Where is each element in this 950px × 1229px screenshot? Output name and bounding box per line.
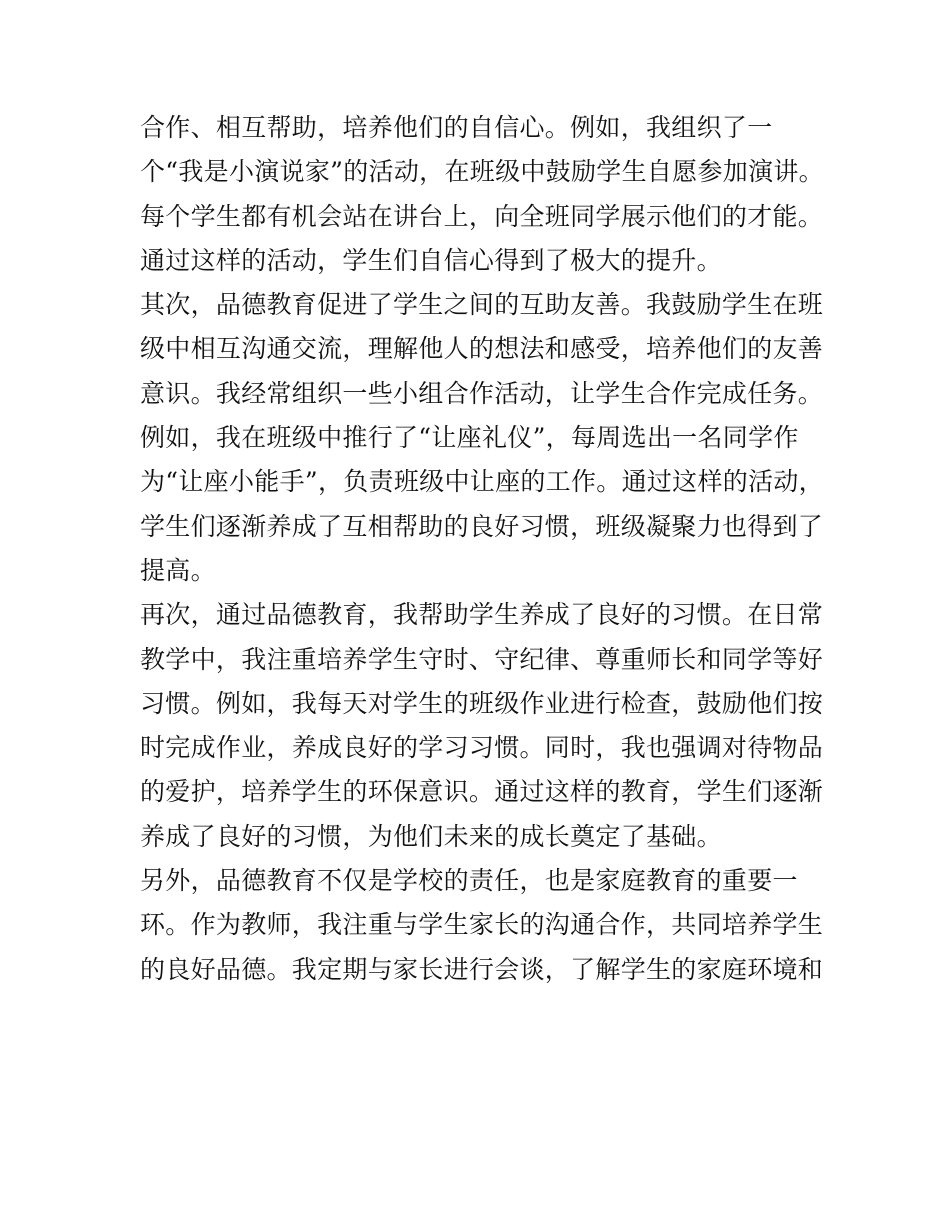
text-line: 时完成作业，养成良好的学习习惯。同时，我也强调对待物品: [140, 733, 824, 763]
text-line: 通过这样的活动，学生们自信心得到了极大的提升。: [140, 245, 722, 275]
text-line: 再次，通过品德教育，我帮助学生养成了良好的习惯。在日常: [140, 600, 824, 630]
text-line: 的爱护，培养学生的环保意识。通过这样的教育，学生们逐渐: [140, 777, 824, 807]
text-line: 每个学生都有机会站在讲台上，向全班同学展示他们的才能。: [140, 201, 824, 231]
text-line: 例如，我在班级中推行了“让座礼仪”，每周选出一名同学作: [140, 423, 799, 453]
text-line: 其次，品德教育促进了学生之间的互助友善。我鼓励学生在班: [140, 290, 824, 320]
text-line: 意识。我经常组织一些小组合作活动，让学生合作完成任务。: [140, 378, 824, 408]
text-line: 个“我是小演说家”的活动，在班级中鼓励学生自愿参加演讲。: [140, 157, 824, 187]
text-line: 养成了良好的习惯，为他们未来的成长奠定了基础。: [140, 821, 722, 851]
text-line: 级中相互沟通交流，理解他人的想法和感受，培养他们的友善: [140, 334, 824, 364]
text-line: 习惯。例如，我每天对学生的班级作业进行检查，鼓励他们按: [140, 688, 824, 718]
text-line: 另外，品德教育不仅是学校的责任，也是家庭教育的重要一: [140, 866, 798, 896]
text-line: 学生们逐渐养成了互相帮助的良好习惯，班级凝聚力也得到了: [140, 511, 824, 541]
text-line: 的良好品德。我定期与家长进行会谈，了解学生的家庭环境和: [140, 954, 824, 984]
text-line: 合作、相互帮助，培养他们的自信心。例如，我组织了一: [140, 113, 773, 142]
text-line: 环。作为教师，我注重与学生家长的沟通合作，共同培养学生: [140, 910, 824, 940]
text-line: 提高。: [140, 555, 216, 585]
text-line: 为“让座小能手”，负责班级中让座的工作。通过这样的活动，: [140, 467, 824, 497]
text-line: 教学中，我注重培养学生守时、守纪律、尊重师长和同学等好: [140, 644, 824, 674]
body-text: [140, 106, 824, 992]
